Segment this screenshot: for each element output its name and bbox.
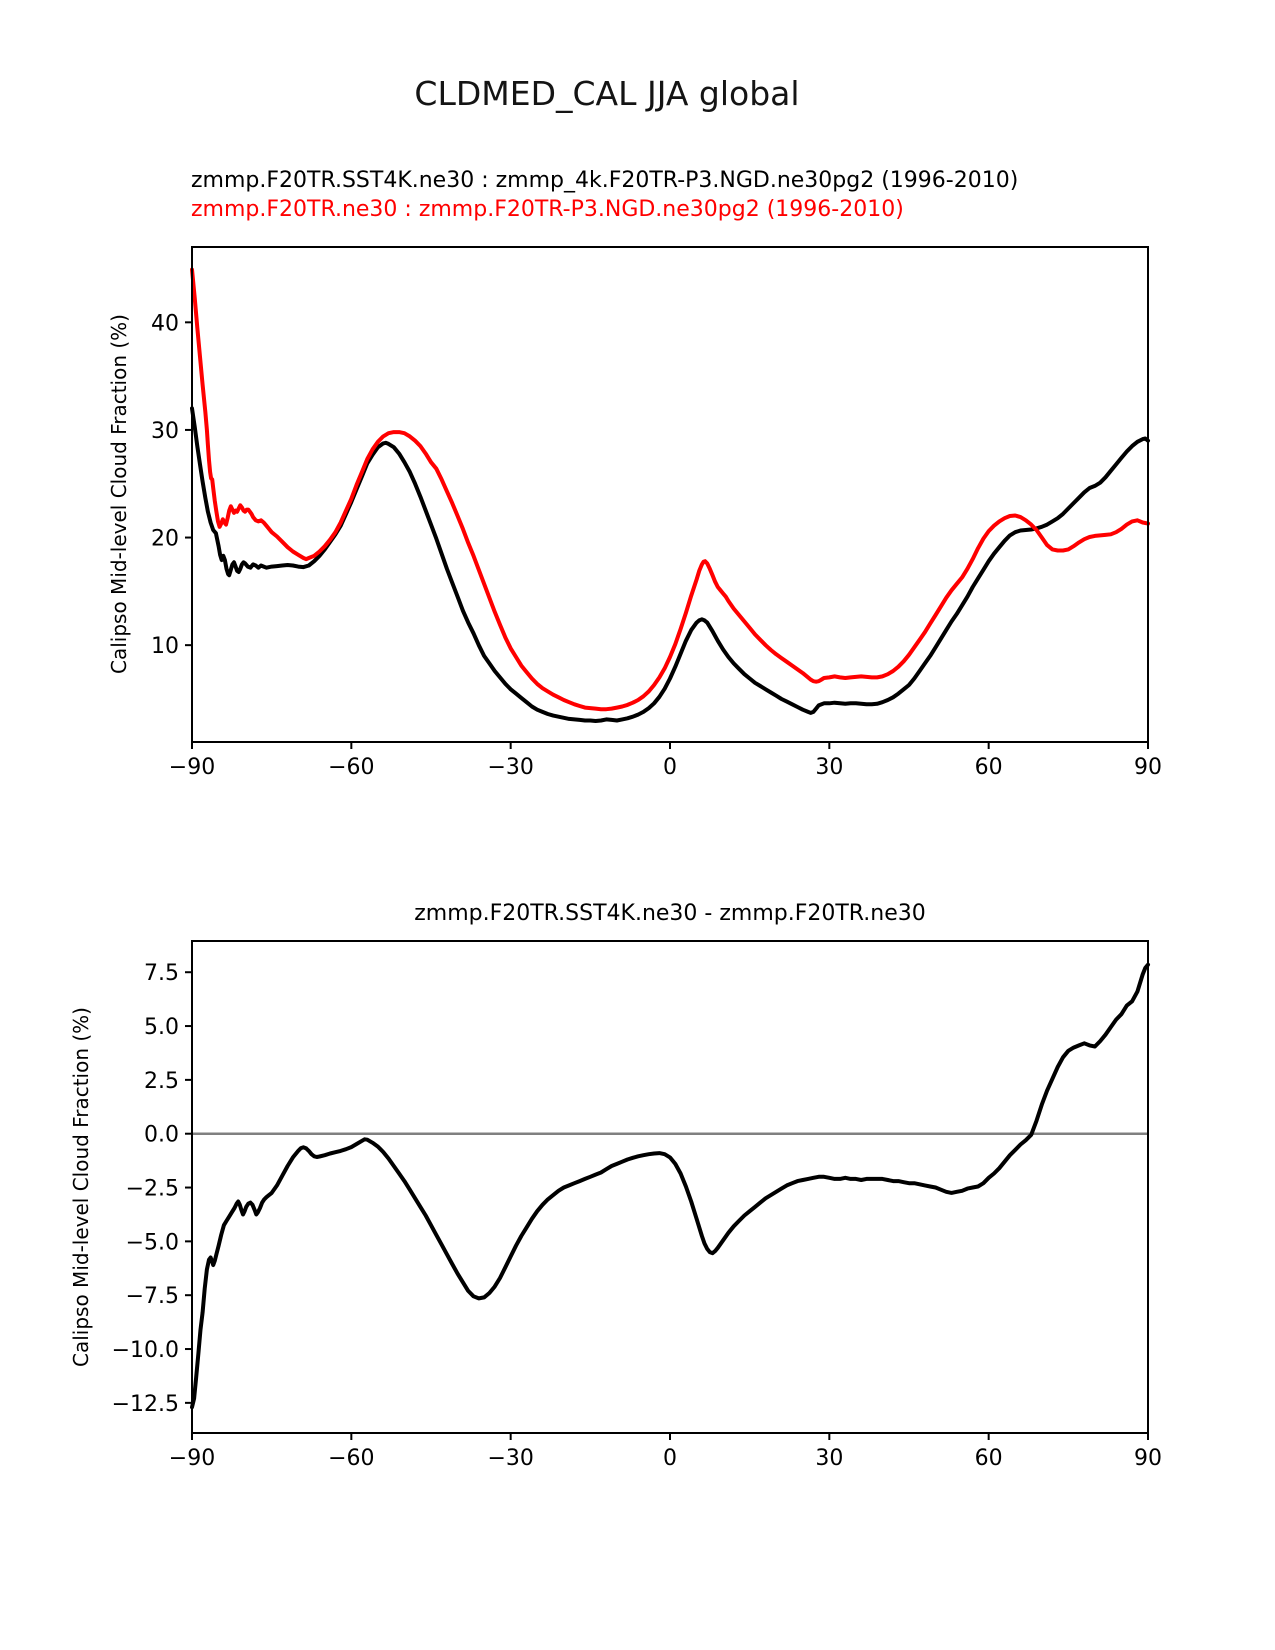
difference-plot: [112, 941, 1162, 1471]
y-tick-label: −10.0: [111, 1338, 179, 1364]
x-tick-label: 0: [663, 755, 677, 780]
y-tick-label: 7.5: [144, 961, 179, 987]
x-tick-label: 90: [1134, 1446, 1162, 1471]
y-tick-label: −7.5: [125, 1284, 179, 1310]
y-tick-label: 40: [151, 311, 179, 337]
x-tick-label: 60: [974, 1446, 1003, 1471]
y-tick-label: −12.5: [111, 1391, 179, 1417]
x-tick-label: 60: [974, 755, 1003, 780]
axes-frame: [192, 941, 1148, 1433]
y-tick-label: −5.0: [125, 1230, 179, 1256]
series-line-0: [192, 965, 1148, 1407]
x-tick-label: −90: [168, 755, 216, 780]
x-tick-label: −90: [168, 1446, 216, 1471]
x-tick-label: −30: [487, 755, 534, 780]
x-tick-label: −30: [487, 1446, 534, 1471]
x-tick-label: −60: [328, 755, 375, 780]
x-tick-label: −60: [328, 1446, 375, 1471]
series-line-0: [192, 408, 1148, 721]
top-plot: [151, 247, 1162, 780]
series-line-1: [192, 270, 1148, 710]
x-tick-label: 0: [663, 1446, 677, 1471]
y-tick-label: 2.5: [144, 1068, 179, 1094]
legend-item-red: zmmp.F20TR.ne30 : zmmp.F20TR-P3.NGD.ne30pg2 (1996-2010): [191, 197, 904, 222]
x-tick-label: 30: [815, 1446, 844, 1471]
difference-plot-title: zmmp.F20TR.SST4K.ne30 - zmmp.F20TR.ne30: [414, 901, 926, 926]
y-tick-label: 30: [151, 418, 179, 444]
page-title: CLDMED_CAL JJA global: [414, 74, 800, 113]
top-ylabel: Calipso Mid-level Cloud Fraction (%): [107, 314, 131, 674]
y-tick-label: 20: [151, 526, 179, 552]
axes-frame: [192, 247, 1148, 742]
y-tick-label: 0.0: [144, 1122, 179, 1148]
y-tick-label: 5.0: [144, 1015, 179, 1041]
x-tick-label: 30: [815, 755, 844, 780]
bottom-ylabel: Calipso Mid-level Cloud Fraction (%): [69, 1007, 93, 1367]
y-tick-label: 10: [151, 634, 179, 660]
legend-item-black: zmmp.F20TR.SST4K.ne30 : zmmp_4k.F20TR-P3.NGD.ne30pg2 (1996-2010): [191, 168, 1019, 193]
x-tick-label: 90: [1134, 755, 1162, 780]
y-tick-label: −2.5: [125, 1176, 179, 1202]
